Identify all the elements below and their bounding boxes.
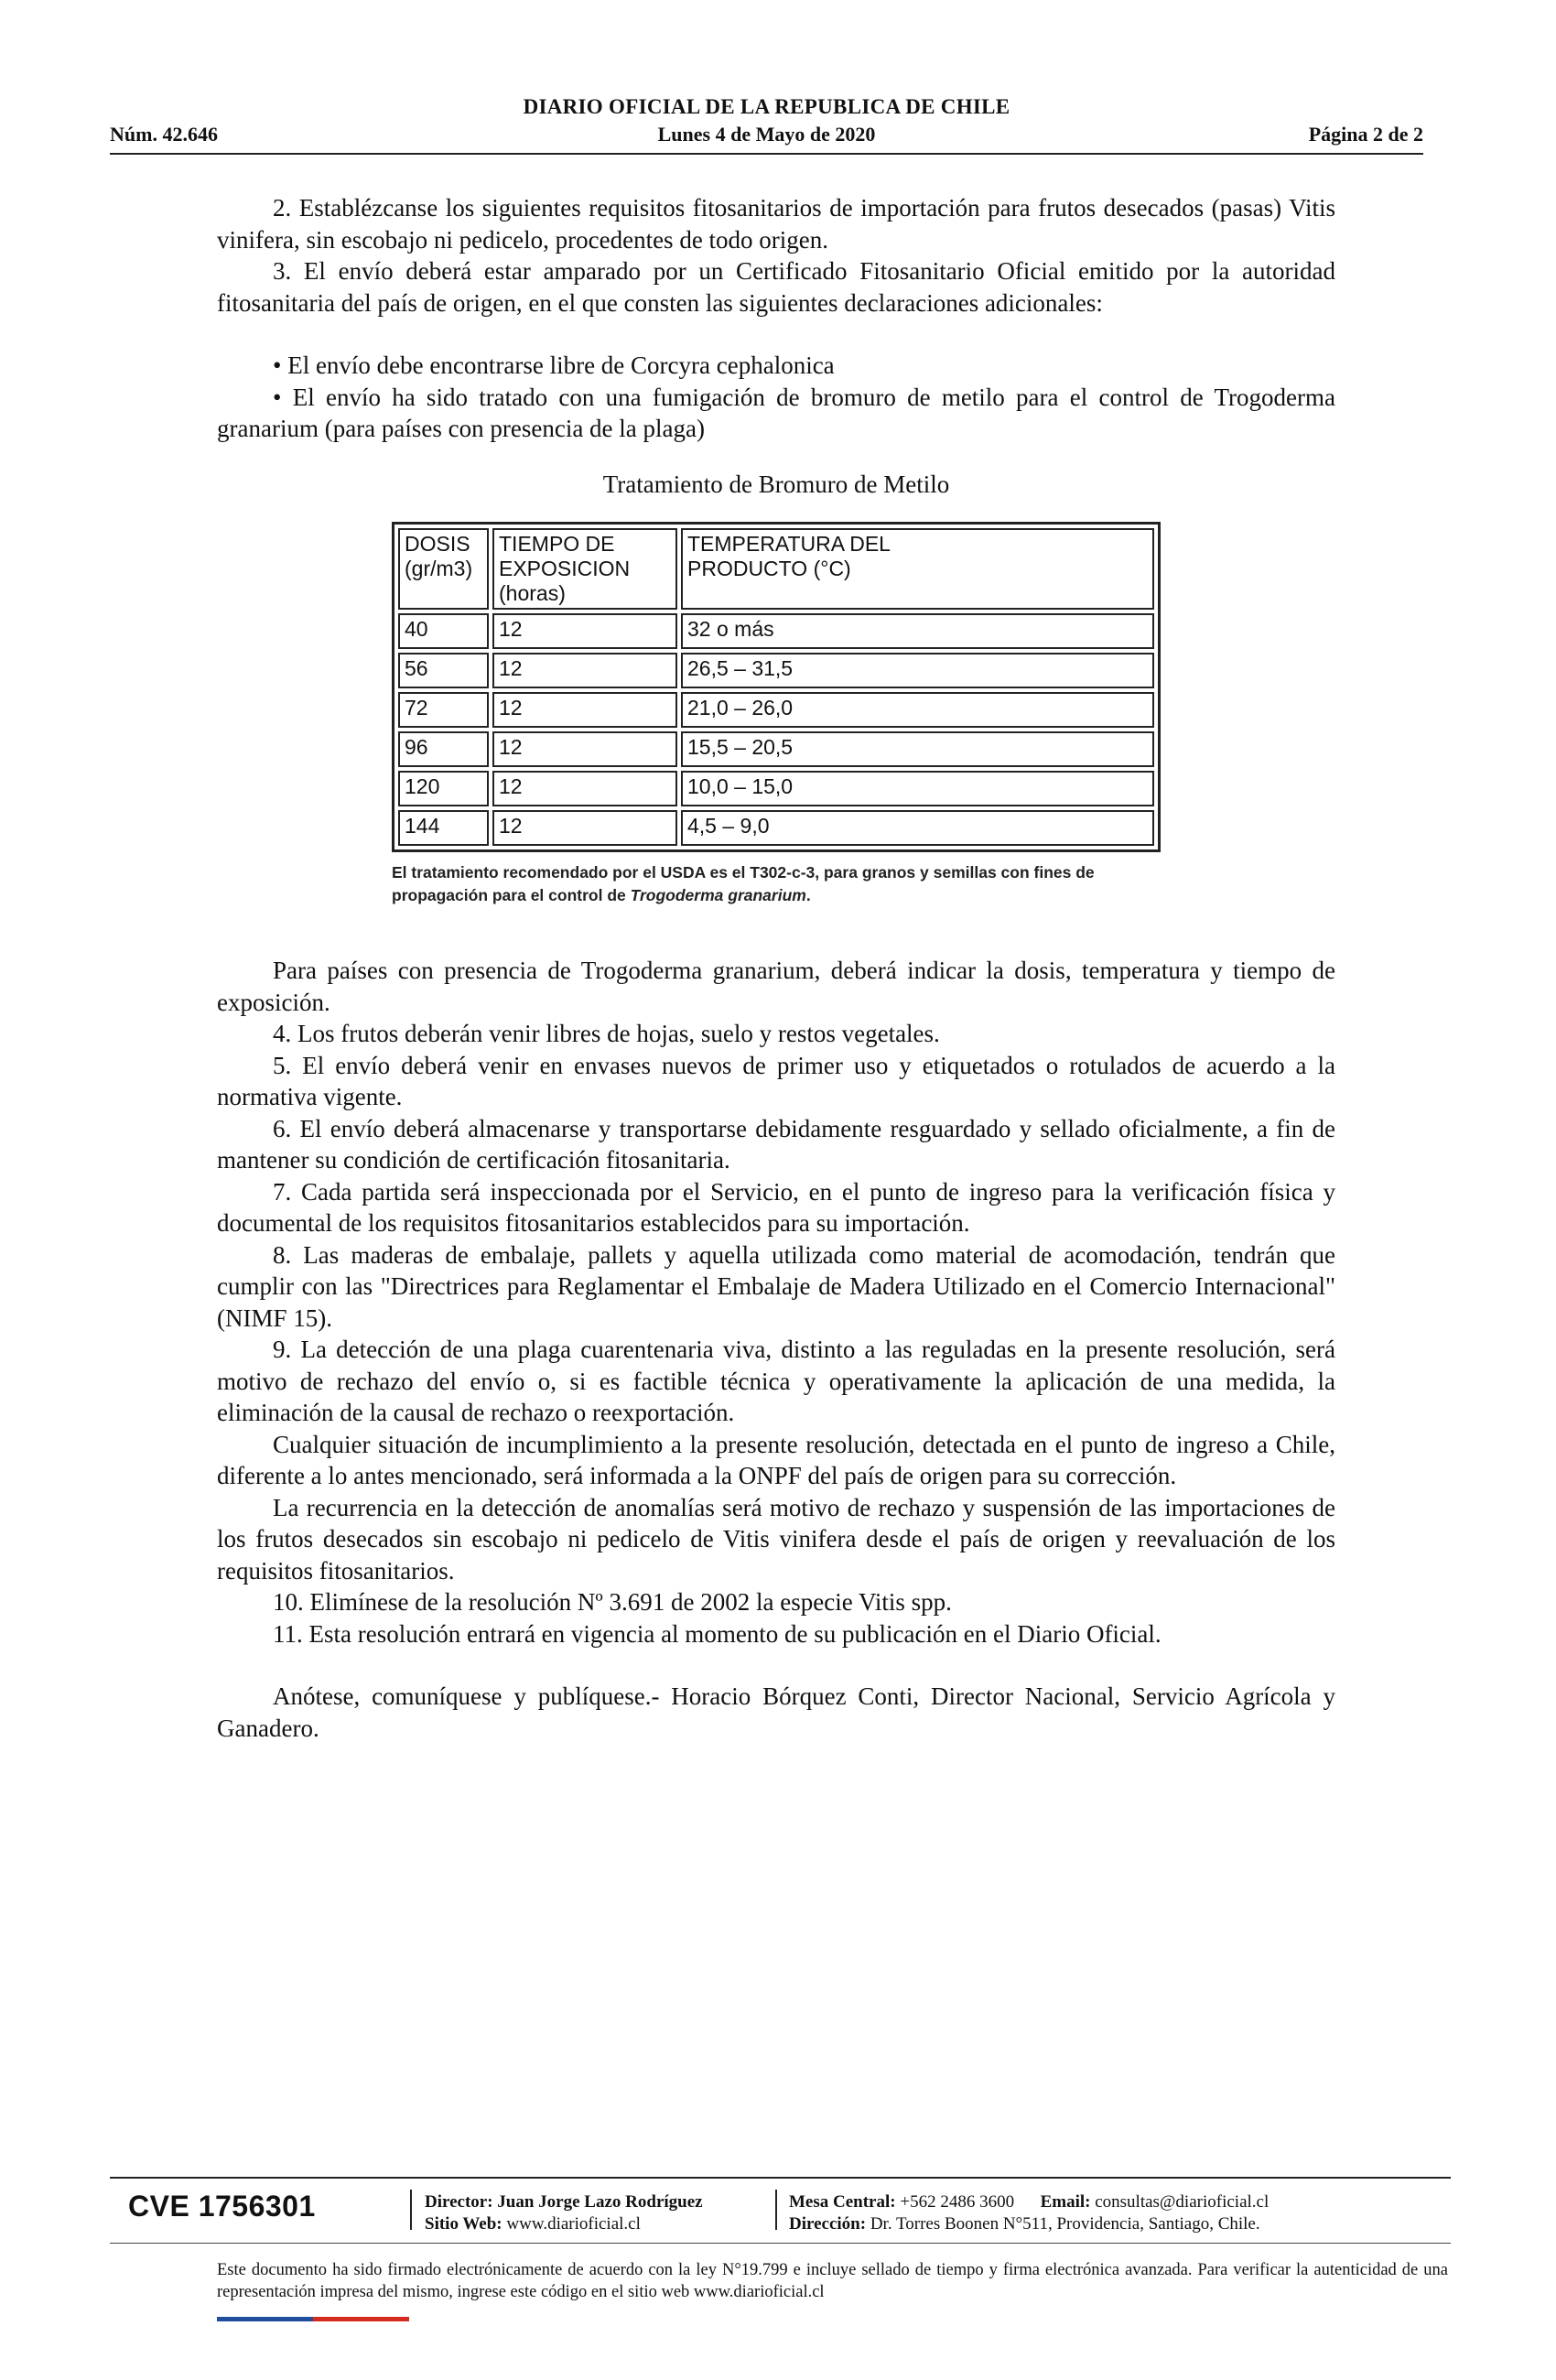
cell-tiempo: 12 <box>492 653 677 688</box>
declaration-bullet-2: • El envío ha sido tratado con una fumigación de bromuro de metilo para el control de Trogoderma granarium (para países con presencia de la plaga) <box>217 383 1335 442</box>
table-row <box>398 613 1154 649</box>
header-temperatura: TEMPERATURA DEL PRODUCTO (°C) <box>681 528 1154 610</box>
cell-dosis: 96 <box>398 731 489 767</box>
cell-tiempo: 12 <box>492 731 677 767</box>
phone-number: +562 2486 3600 <box>900 2192 1015 2212</box>
treatment-title: Tratamiento de Bromuro de Metilo <box>602 470 950 498</box>
legal-notice: Este documento ha sido firmado electrónicamente de acuerdo con la ley N°19.799 e incluye sellado de tiempo y firma electrónica avanzada. Para verificar la autenticidad de una representación impresa del mismo, ingrese este código en el sitio web www.diarioficial.cl <box>217 2261 1448 2301</box>
closing-paragraph: Anótese, comuníquese y publíquese.- Horacio Bórquez Conti, Director Nacional, Servicio Agrícola y Ganadero. <box>217 1682 1335 1742</box>
flag-stripe <box>217 2317 409 2321</box>
issue-number: Núm. 42.646 <box>110 123 218 146</box>
cve-code: CVE 1756301 <box>128 2190 316 2223</box>
header-tiempo: TIEMPO DE EXPOSICION (horas) <box>492 528 677 610</box>
paragraph-3: 3. El envío deberá estar amparado por un Certificado Fitosanitario Oficial emitido por la autoridad fitosanitaria del país de origen, en el que consten las siguientes declaraciones adicionales: <box>217 257 1335 317</box>
paragraph-11: 11. Esta resolución entrará en vigencia al momento de su publicación en el Diario Oficial. <box>273 1619 1162 1648</box>
paragraph-5: 5. El envío deberá venir en envases nuevos de primer uso y etiquetados o rotulados de acuerdo a la normativa vigente. <box>217 1051 1335 1110</box>
cell-tiempo: 12 <box>492 692 677 728</box>
footer-director-block: Director: Juan Jorge Lazo Rodríguez Sitio Web: www.diarioficial.cl <box>425 2192 703 2234</box>
cell-dosis: 120 <box>398 771 489 806</box>
paragraph-2: 2. Establézcanse los siguientes requisitos fitosanitarios de importación para frutos desecados (pasas) Vitis vinifera, sin escobajo ni pedicelo, procedentes de todo origen. <box>217 194 1335 254</box>
cell-temperatura: 15,5 – 20,5 <box>681 731 1154 767</box>
table-note: El tratamiento recomendado por el USDA es el T302-c-3, para granos y semillas con fines de propagación para el control de Trogoderma granarium. <box>392 863 1095 904</box>
paragraph-10: 10. Elimínese de la resolución Nº 3.691 de 2002 la especie Vitis spp. <box>273 1588 952 1616</box>
journal-title: DIARIO OFICIAL DE LA REPUBLICA DE CHILE <box>523 95 1010 118</box>
table-row <box>398 731 1154 767</box>
treatment-section <box>392 469 1161 908</box>
director-name: Juan Jorge Lazo Rodríguez <box>497 2192 703 2212</box>
table-row <box>398 771 1154 806</box>
cell-dosis: 144 <box>398 810 489 846</box>
table-header-row <box>398 528 1154 610</box>
flag-stripe-red <box>313 2317 409 2321</box>
paragraph-8: 8. Las maderas de embalaje, pallets y aquella utilizada como material de acomodación, tendrán que cumplir con las "Directrices para Reglamentar el Embalaje de Madera Utilizado en el Comercio Internacional" (NIMF 15). <box>217 1240 1335 1332</box>
flag-stripe-blue <box>217 2317 313 2321</box>
table-row <box>398 692 1154 728</box>
paragraph-after-table: Para países con presencia de Trogoderma granarium, deberá indicar la dosis, temperatura y tiempo de exposición. <box>217 957 1335 1016</box>
footer-contact-block: Mesa Central: +562 2486 3600 Email: consultas@diarioficial.cl Dirección: Dr. Torres Boonen N°511, Providencia, Santiago, Chile. <box>789 2192 1270 2234</box>
paragraph-9b: Cualquier situación de incumplimiento a la presente resolución, detectada en el punto de ingreso a Chile, diferente a lo antes mencionado, será informada a la ONPF del país de origen para su corrección. <box>217 1430 1335 1489</box>
cell-tiempo: 12 <box>492 810 677 846</box>
cell-dosis: 56 <box>398 653 489 688</box>
cell-temperatura: 26,5 – 31,5 <box>681 653 1154 688</box>
issue-date: Lunes 4 de Mayo de 2020 <box>657 123 876 146</box>
paragraph-4: 4. Los frutos deberán venir libres de hojas, suelo y restos vegetales. <box>273 1020 940 1047</box>
header-rule <box>110 153 1423 155</box>
footer-divider <box>775 2190 777 2230</box>
cell-temperatura: 10,0 – 15,0 <box>681 771 1154 806</box>
header-dosis: DOSIS (gr/m3) <box>398 528 489 610</box>
cell-tiempo: 12 <box>492 771 677 806</box>
cell-temperatura: 4,5 – 9,0 <box>681 810 1154 846</box>
spacer <box>217 319 1335 350</box>
document-body <box>217 192 1335 1744</box>
spacer <box>217 907 1335 955</box>
footer-rule <box>110 2177 1451 2179</box>
treatment-table <box>392 522 1161 852</box>
paragraph-6: 6. El envío deberá almacenarse y transportarse debidamente resguardado y sellado oficialmente, a fin de mantener su condición de certificación fitosanitaria. <box>217 1114 1335 1174</box>
paragraph-7: 7. Cada partida será inspeccionada por el Servicio, en el punto de ingreso para la verificación física y documental de los requisitos fitosanitarios establecidos para su importación. <box>217 1177 1335 1237</box>
cell-dosis: 72 <box>398 692 489 728</box>
spacer <box>217 1650 1335 1681</box>
page-number: Página 2 de 2 <box>1308 123 1423 146</box>
table-row <box>398 653 1154 688</box>
page-footer <box>110 2177 1451 2323</box>
table-row <box>398 810 1154 846</box>
cell-temperatura: 21,0 – 26,0 <box>681 692 1154 728</box>
declaration-bullet-1: • El envío debe encontrarse libre de Corcyra cephalonica <box>273 352 835 379</box>
paragraph-9: 9. La detección de una plaga cuarentenaria viva, distinto a las reguladas en la presente resolución, será motivo de rechazo del envío o, si es factible técnica y operativamente la aplicación de una medida, la eliminación de la causal de rechazo o reexportación. <box>217 1336 1335 1426</box>
cell-tiempo: 12 <box>492 613 677 649</box>
paragraph-9c: La recurrencia en la detección de anomalías será motivo de rechazo y suspensión de las importaciones de los frutos desecados sin escobajo ni pedicelo de Vitis vinifera desde el país de origen y reevaluación de los requisitos fitosanitarios. <box>217 1493 1335 1585</box>
footer-inner-rule <box>110 2243 1451 2244</box>
page-header <box>110 92 1423 156</box>
cell-dosis: 40 <box>398 613 489 649</box>
footer-divider <box>410 2190 412 2230</box>
email-link[interactable]: consultas@diarioficial.cl <box>1095 2192 1270 2212</box>
cell-temperatura: 32 o más <box>681 613 1154 649</box>
address: Dr. Torres Boonen N°511, Providencia, Santiago, Chile. <box>870 2214 1260 2234</box>
website-link[interactable]: www.diarioficial.cl <box>506 2214 641 2234</box>
